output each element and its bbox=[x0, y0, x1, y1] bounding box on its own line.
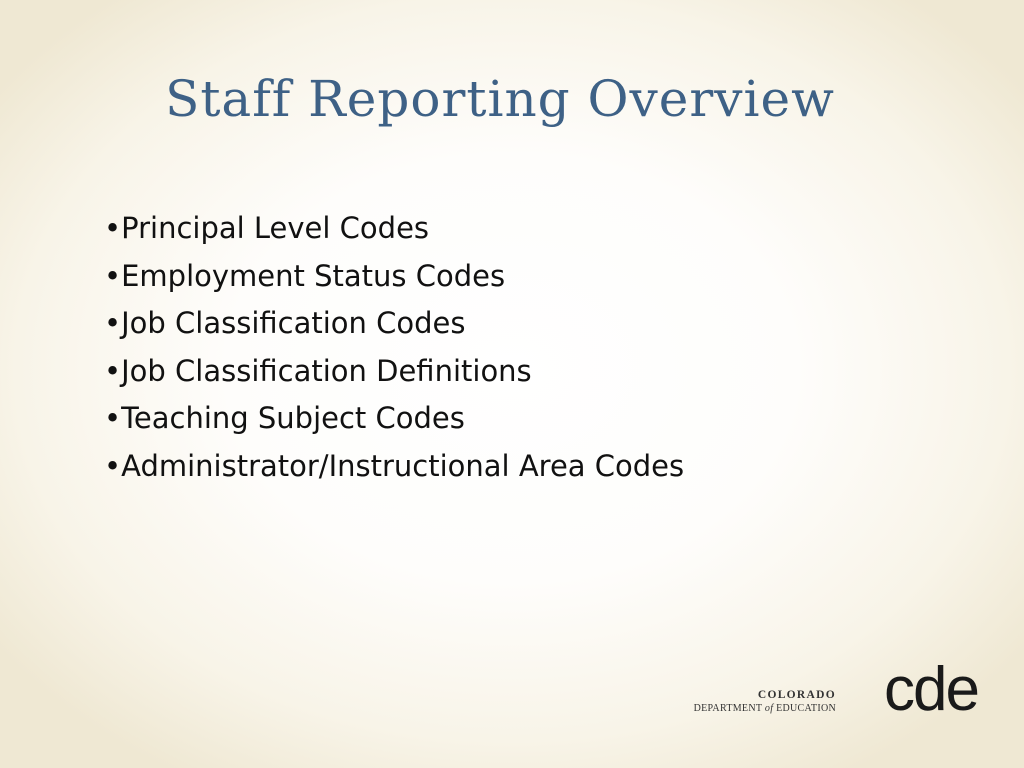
logo-line2-prefix: DEPARTMENT bbox=[693, 703, 765, 714]
list-item bbox=[104, 443, 684, 491]
bullet-text: Employment Status Codes bbox=[121, 258, 506, 293]
cde-logo bbox=[684, 655, 984, 724]
bullet-icon: • bbox=[104, 306, 122, 340]
slide-title: Staff Reporting Overview bbox=[165, 70, 835, 128]
list-item bbox=[104, 348, 684, 396]
list-item bbox=[104, 205, 684, 253]
logo-wordmark bbox=[694, 688, 836, 715]
bullet-text: Teaching Subject Codes bbox=[121, 401, 465, 435]
bullet-icon: • bbox=[104, 258, 122, 293]
bullet-text: Job Classification Definitions bbox=[121, 353, 532, 388]
bullet-text: Administrator/Instructional Area Codes bbox=[121, 448, 685, 483]
bullet-icon: • bbox=[104, 448, 122, 483]
logo-line2-suffix: EDUCATION bbox=[773, 703, 836, 714]
bullet-list bbox=[104, 205, 684, 490]
list-item bbox=[104, 395, 684, 443]
bullet-text: Principal Level Codes bbox=[121, 211, 430, 245]
cde-logo-icon: cde bbox=[884, 655, 978, 724]
list-item bbox=[104, 253, 684, 301]
logo-line2-of: of bbox=[764, 703, 774, 714]
bullet-text: Job Classification Codes bbox=[121, 306, 466, 340]
bullet-icon: • bbox=[104, 353, 122, 388]
logo-line-colorado: COLORADO bbox=[757, 689, 836, 701]
bullet-icon: • bbox=[104, 401, 122, 435]
logo-line-department bbox=[694, 702, 836, 715]
list-item bbox=[104, 300, 684, 348]
bullet-icon: • bbox=[104, 211, 122, 245]
